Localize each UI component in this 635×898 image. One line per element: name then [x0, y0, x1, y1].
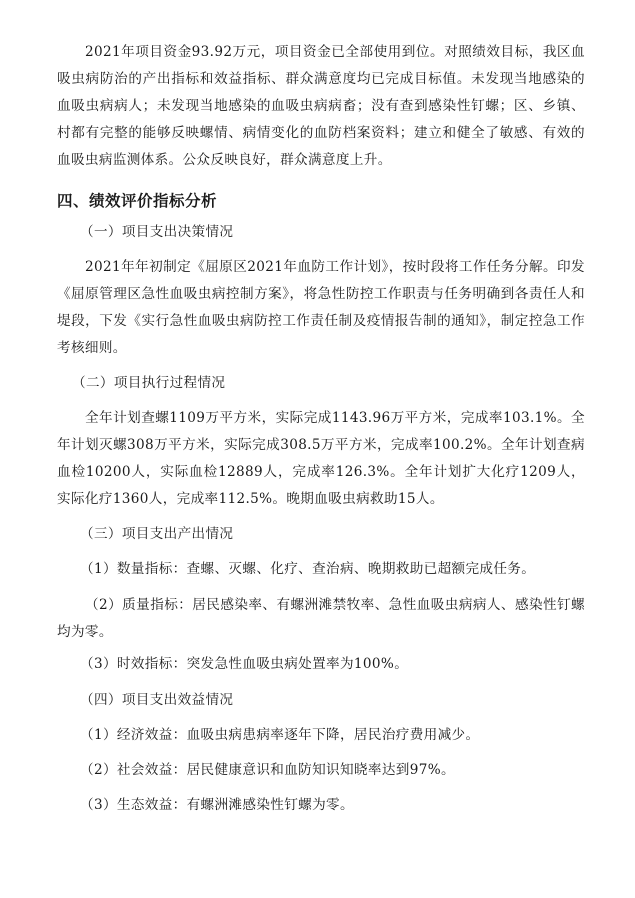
intro-paragraph: 2021年项目资金93.92万元，项目资金已全部使用到位。对照绩效目标，我区血吸虫病防治的产出指标和效益指标、群众满意度均已完成目标值。未发现当地感染的血吸虫病病人；未发现当地感染的血吸虫病病畜；没有查到感染性钉螺；区、乡镇、村都有完整的能够反映螺情、病情变化的血防档案资料；建立和健全了敏感、有效的血吸虫病监测体系。公众反映良好，群众满意度上升。	[57, 44, 585, 168]
subsection-title-output: （三）项目支出产出情况	[80, 526, 234, 542]
subsection-title-execution: （二）项目执行过程情况	[72, 375, 226, 391]
execution-paragraph: 全年计划查螺1109万平方米，实际完成1143.96万平方米，完成率103.1%。全年计划灭螺308万平方米，实际完成308.5万平方米，完成率100.2%。全年计划查病血检10200人，实际血检12889人，完成率126.3%。全年计划扩大化疗1209人，实际化疗1360人，完成率112.5%。晚期血吸虫病救助15人。	[57, 410, 585, 507]
output-item: （2）质量指标：居民感染率、有螺洲滩禁牧率、急性血吸虫病病人、感染性钉螺均为零。	[57, 597, 585, 640]
decision-paragraph: 2021年年初制定《屈原区2021年血防工作计划》，按时段将工作任务分解。印发《屈原管理区急性血吸虫病控制方案》，将急性防控工作职责与任务明确到各责任人和堤段，下发《实行急性血吸虫病防控工作责任制及疫情报告制的通知》，制定控急工作考核细则。	[57, 259, 585, 356]
output-item: （1）数量指标：查螺、灭螺、化疗、查治病、晚期救助已超额完成任务。	[80, 561, 536, 577]
benefit-item: （3）生态效益：有螺洲滩感染性钉螺为零。	[80, 797, 354, 813]
section-heading: 四、绩效评价指标分析	[57, 192, 218, 210]
subsection-title-benefit: （四）项目支出效益情况	[80, 692, 234, 708]
benefit-item: （1）经济效益：血吸虫病患病率逐年下降，居民治疗费用减少。	[80, 727, 480, 743]
benefit-item: （2）社会效益：居民健康意识和血防知识知晓率达到97%。	[80, 762, 455, 778]
subsection-title-decision: （一）项目支出决策情况	[80, 224, 234, 240]
output-item: （3）时效指标：突发急性血吸虫病处置率为100%。	[80, 656, 409, 672]
